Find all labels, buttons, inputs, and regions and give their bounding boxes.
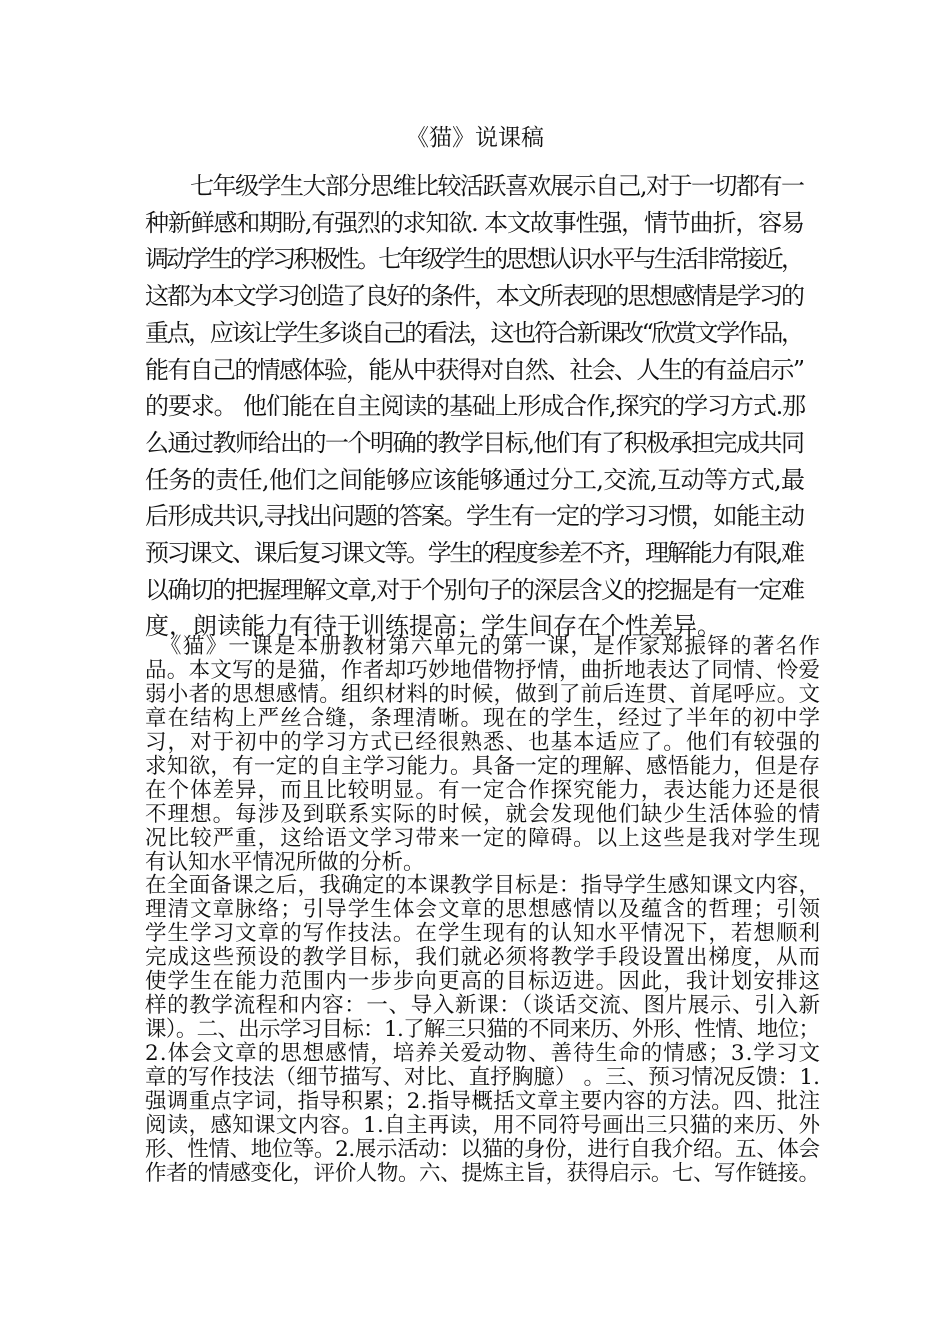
text-line: 作者的情感变化，评价人物。六、提炼主旨，获得启示。七、写作链接。 [145,1161,820,1186]
text-line: 在个体差异，而且比较明显。有一定合作探究能力，表达能力还是很 [145,778,822,803]
text-line: 弱小者的思想感情。组织材料的时候，做到了前后连贯、首尾呼应。文 [145,682,821,707]
text-line: 章在结构上严丝合缝，条理清晰。现在的学生，经过了半年的初中学 [145,706,822,731]
text-line: 重点，应该让学生多谈自己的看法，这也符合新课改“欣赏文学作品， [145,318,803,347]
text-line: 品。本文写的是猫，作者却巧妙地借物抒情，曲折地表达了同情、怜爱 [145,658,821,683]
text-line: 能有自己的情感体验，能从中获得对自然、社会、人生的有益启示” [145,355,804,384]
text-line: 种新鲜感和期盼,有强烈的求知欲. 本文故事性强，情节曲折，容易 [145,208,804,237]
text-line: 使学生在能力范围内一步步向更高的目标迈进。因此，我计划安排这 [145,969,822,994]
document-title: 《猫》说课稿 [406,125,544,151]
text-line: 习，对于初中的学习方式已经很熟悉、也基本适应了。他们有较强的 [145,730,822,755]
text-line: 这都为本文学习创造了良好的条件，本文所表现的思想感情是学习的 [145,282,803,311]
text-line: 调动学生的学习积极性。七年级学生的思想认识水平与生活非常接近， [145,245,803,274]
text-line: 章的写作技法（细节描写、对比、直抒胸臆） 。三、预习情况反馈：1. [145,1065,820,1090]
text-line: 样的教学流程和内容：一、导入新课：（谈话交流、图片展示、引入新 [145,993,821,1018]
text-line: 任务的责任,他们之间能够应该能够通过分工,交流,互动等方式,最 [145,465,805,494]
text-line: 有认知水平情况所做的分析。 [145,850,425,875]
text-line: 求知欲，有一定的自主学习能力。具备一定的理解、感悟能力，但是存 [145,754,821,779]
text-line: 的要求。 他们能在自主阅读的基础上形成合作,探究的学习方式.那 [145,392,805,421]
text-line: 课）。二、出示学习目标：1.了解三只猫的不同来历、外形、性情、地位； [145,1017,820,1042]
text-line: 不理想。每涉及到联系实际的时候，就会发现他们缺少生活体验的情 [145,802,822,827]
text-line: 度，朗读能力有待于训练提高；学生间存在个性差异。 [145,612,721,641]
text-line: 强调重点字词，指导积累；2.指导概括文章主要内容的方法。四、批注 [145,1089,821,1114]
text-line: 么通过教师给出的一个明确的教学目标,他们有了积极承担完成共同 [145,428,804,457]
text-line: 况比较严重，这给语文学习带来一定的障碍。以上这些是我对学生现 [145,826,822,851]
text-line: 后形成共识,寻找出问题的答案。学生有一定的学习习惯，如能主动 [145,502,804,531]
text-line: 理清文章脉络；引导学生体会文章的思想感情以及蕴含的哲理；引领 [145,897,822,922]
text-line: 《猫》一课是本册教材第六单元的第一课，是作家郑振铎的著名作 [160,634,822,659]
text-line: 阅读，感知课文内容。1.自主再读，用不同符号画出三只猫的来历、外 [145,1113,821,1138]
text-line: 形、性情、地位等。2.展示活动：以猫的身份，进行自我介绍。五、体会 [145,1137,820,1162]
text-line: 预习课文、课后复习课文等。学生的程度参差不齐，理解能力有限,难 [145,539,803,567]
text-line: 七年级学生大部分思维比较活跃喜欢展示自己,对于一切都有一 [190,172,804,200]
text-line: 学生学习文章的写作技法。在学生现有的认知水平情况下，若想顺利 [145,921,822,946]
text-line: 在全面备课之后，我确定的本课教学目标是：指导学生感知课文内容， [145,873,821,898]
text-line: 2.体会文章的思想感情，培养关爱动物、善待生命的情感；3.学习文 [145,1041,822,1066]
text-line: 以确切的把握理解文章,对于个别句子的深层含义的挖掘是有一定难 [145,575,804,604]
text-line: 完成这些预设的教学目标，我们就必须将教学手段设置出梯度，从而 [145,945,822,970]
